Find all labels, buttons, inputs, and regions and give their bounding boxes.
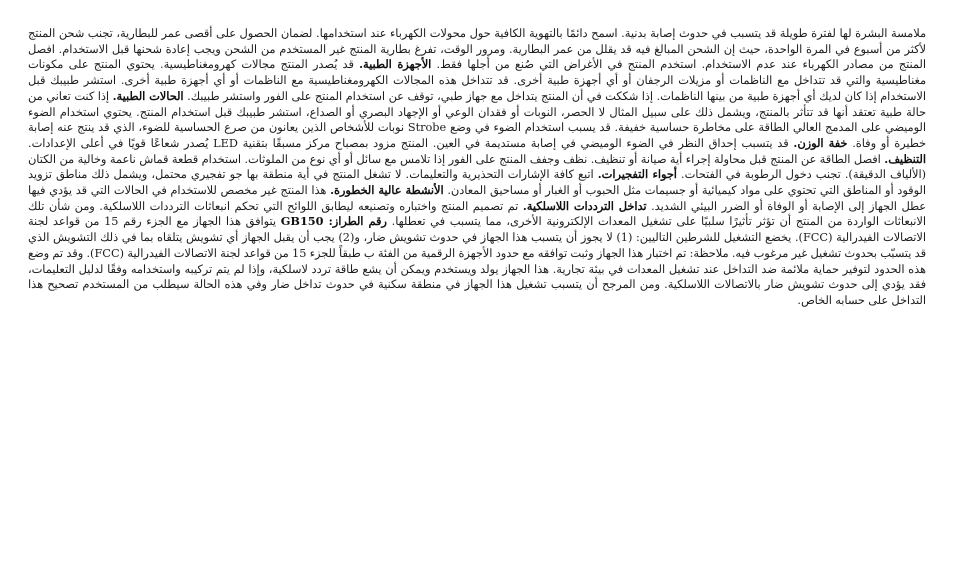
text-segment: تم تصميم المنتج واختباره وتصنيعه ليطابق اللوائح التي تحكم انبعاثات الترددات اللاسلكية. ومن شأن تلك الانبعاثات الواردة من المنتج أن تؤثر تأثيرًا سلبيًا على تشغيل المعدات الإلكترونية الأخرى، مما يتسبب في تعطلها. xyxy=(28,199,926,229)
text-segment: إذا كنت تعاني من حالة طبية تعتقد أنها قد تتأثر بالمنتج، ويشمل ذلك على سبيل المثال لا الحصر، النوبات أو فقدان الوعي أو الإجهاد البصري أو الصداع، استشر طبيبك قبل استخدام المنتج. يحتوي استخدام الضوء الوميضي على المدمج العالي الطاقة على مخاطرة حساسية خفيفة. قد يسبب استخدام الضوء في وضع Strobe نوبات للأشخاص الذين يعانون من صرع الحساسية للضوء، الذي قد ينتج عنه إصابة خطيرة أو وفاة. xyxy=(28,89,927,150)
heading-cleaning: التنظيف. xyxy=(884,151,926,166)
safety-paragraph xyxy=(28,26,926,309)
heading-high-risk-activities: الأنشطة عالية الخطورة. xyxy=(330,183,444,198)
text-segment: افصل الطاقة عن المنتج قبل محاولة إجراء أية صيانة أو تنظيف. نظف وجفف المنتج على الفور إذا تلامس مع سائل أو أي نوع من الملوثات. استخدام قطعة قماش ناعمة وخالية من الكتان (الألياف الدقيقة). تجنب دخول الرطوبة في الفتحات. xyxy=(28,152,926,182)
text-segment: قد يُصدر المنتج مجالات كهرومغناطيسية. يحتوي المنتج على مكونات مغناطيسية والتي قد تتداخل مع الناظمات أو مزيلات الرجفان أو أي أجهزة طبية أخرى. قد تتداخل هذه المجالات الكهرومغناطيسية مع الناظمات أو أي أجهزة طبية أخرى. استشر طبيبك قبل الاستخدام إذا كان لديك أي أجهزة طبية من بينها الناظمات. إذا شككت في أن المنتج يتداخل مع جهاز طبي، توقف عن استخدام المنتج على الفور واستشر طبيبك. xyxy=(28,58,926,103)
text-segment: قد يتسبب إحداق النظر في الضوء الوميضي في إصابة مستديمة في العين. المنتج مزود بمصباح مركز مسبقًا بتقنية LED يُصدر شعاعًا قويًا في أعلى الإعدادات. xyxy=(28,136,794,150)
heading-medical-devices: الأجهزة الطبية. xyxy=(359,57,432,72)
heading-explosive-atmospheres: أجواء التفجيرات. xyxy=(597,167,677,182)
heading-light-weight: خفة الوزن. xyxy=(793,135,848,150)
text-segment: اتبع كافة الإشارات التحذيرية والتعليمات. لا تشغل المنتج في أية منطقة بها جو تفجيري محتمل، ويشمل ذلك مناطق تزويد الوقود أو المناطق التي تحتوي على مواد كيميائية أو جسيمات مثل الحبوب أو الغبار أو مساحيق المعادن. xyxy=(28,168,926,198)
heading-medical-conditions: الحالات الطبية. xyxy=(112,88,184,103)
text-segment: ملامسة البشرة لها لفترة طويلة قد يتسبب في حدوث إصابة بدنية. اسمح دائمًا بالتهوية الكافية حول محولات الكهرباء عند استخدامها. لضمان الحصول على أقصى عمر للبطارية، تجنب شحن المنتج لأكثر من أسبوع في المرة الواحدة، حيث إن الشحن المبالغ فيه قد يقلل من عمر البطارية. ومرور الوقت، تفرغ بطارية المنتج غير المستخدم من الشحن ويجب إعادة شحنها قبل الاستخدام. افصل المنتج من مصادر الكهرباء عند عدم الاستخدام. استخدم المنتج في الأغراض التي صُنع من أجلها فقط. xyxy=(28,27,926,72)
text-segment: يتوافق هذا الجهاز مع الجزء رقم 15 من قواعد لجنة الاتصالات الفيدرالية (FCC). يخضع التشغيل للشرطين التاليين: (1) لا يجوز أن يتسبب هذا الجهاز في حدوث تشويش ضار، و(2) يجب أن يقبل الجهاز أي تشويش يتلقاه بما في ذلك التشويش الذي قد يتسبّب بحدوث تشغيل غير مرغوب فيه. ملاحظة: تم اختبار هذا الجهاز وثبت توافقه مع حدود الأجهزة الرقمية من الفئة ب طبقاً للجزء 15 من قواعد لجنة الاتصالات الفيدرالية (FCC). وقد تم وضع هذه الحدود لتوفير حماية ملائمة ضد التداخل عند تشغيل المعدات في بيئة تجارية. هذا الجهاز يولد ويستخدم ويمكن أن يشع طاقة تردد لاسلكية، وإذا لم يتم تركيبه واستخدامه وفقًا لدليل التعليمات، فقد يؤدي إلى حدوث تشويش ضار بالاتصالات اللاسلكية. ومن المرجح أن يتسبب تشغيل هذا الجهاز في منطقة سكنية في حدوث تداخل ضار وفي هذه الحالة سيطلب من المستخدم تصحيح هذا التداخل على حسابه الخاص. xyxy=(28,215,926,307)
heading-model-number: رقم الطراز: GB150 xyxy=(280,214,387,229)
heading-rf-interference: تداخل الترددات اللاسلكية. xyxy=(522,198,647,213)
text-segment: هذا المنتج غير مخصص للاستخدام في الحالات التي قد يؤدي فيها عطل الجهاز إلى الإصابة أو الوفاة أو الضرر البيئي الشديد. xyxy=(28,184,927,213)
